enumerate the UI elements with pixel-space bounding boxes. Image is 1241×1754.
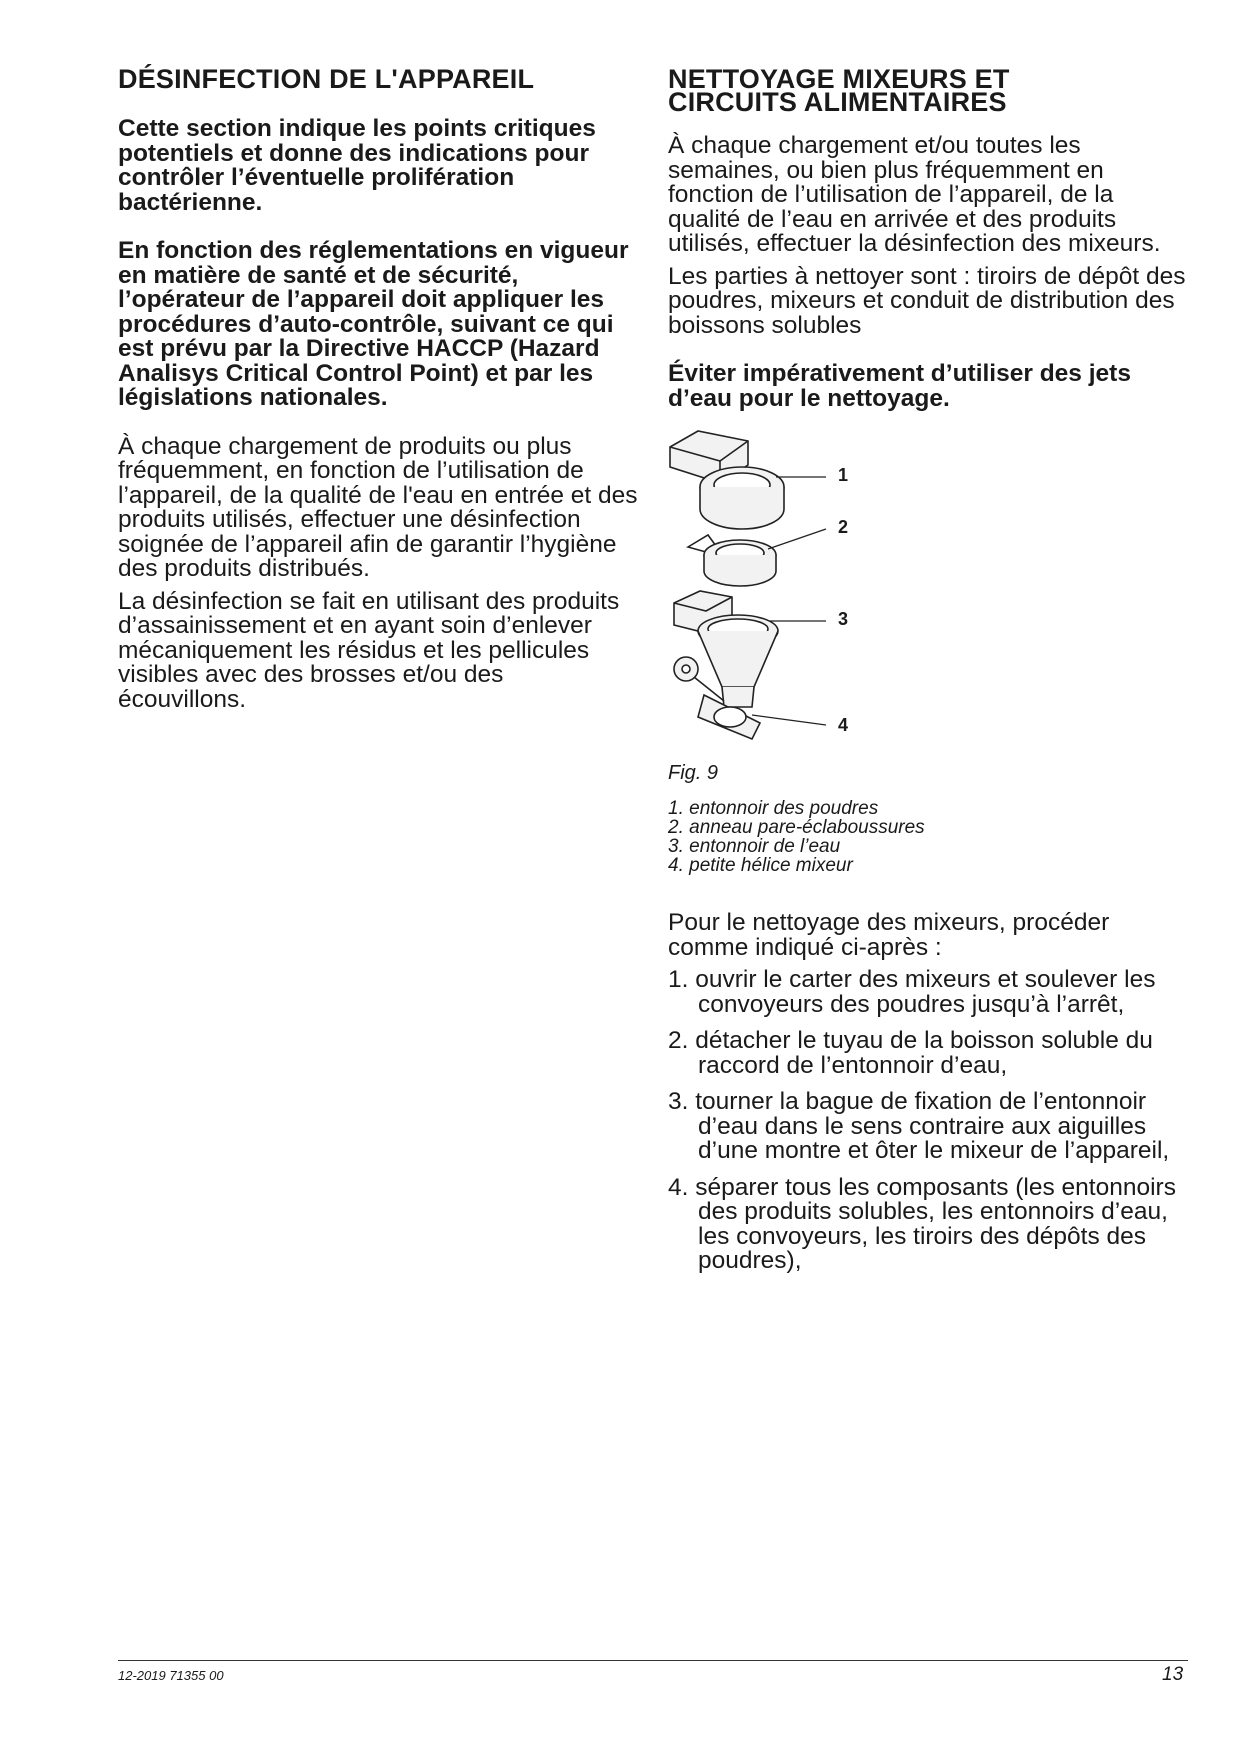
figure-label-3: 3: [838, 609, 849, 629]
procedure-steps: [668, 968, 1188, 1274]
left-column: [118, 64, 638, 713]
disinfection-paragraph: À chaque chargement de produits ou plus fréquemment, en fonction de l’utilisation de l’appareil, de la qualité de l'eau en entrée et des produits utilisés, effectuer une désinfection soignée de l’appareil afin de garantir l’hygiène des produits distribués.: [118, 432, 638, 582]
figure-label-1: 1: [838, 465, 849, 485]
title-line-2: CIRCUITS ALIMENTAIRES: [668, 87, 1007, 117]
haccp-bold-paragraph: En fonction des réglementations en vigueur en matière de santé et de sécurité, l’opérateur de l’appareil doit appliquer les procédures d’auto-contrôle, suivant ce qui est prévu par la Directive HACCP (Hazard Analisys Critical Control Point) et par les législations nationales.: [118, 237, 629, 411]
legend-item: 3. entonnoir de l’eau: [668, 836, 841, 857]
weekly-cleaning-paragraph: À chaque chargement et/ou toutes les semaines, ou bien plus fréquemment en fonction de l’utilisation de l’appareil, de la qualité de l’eau en arrivée et des produits utilisés, effectuer la désinfection des mixeurs.: [668, 132, 1161, 257]
figure-label-4: 4: [838, 715, 849, 735]
procedure-step: 2. détacher le tuyau de la boisson soluble du raccord de l’entonnoir d’eau,: [668, 1027, 1153, 1079]
mixer-drawing: [668, 425, 908, 775]
parts-to-clean-paragraph: Les parties à nettoyer sont : tiroirs de dépôt des poudres, mixeurs et conduit de distribution des boissons solubles: [668, 262, 1186, 339]
section-title-disinfection: DÉSINFECTION DE L'APPAREIL: [118, 64, 535, 94]
right-column: [668, 64, 1188, 1286]
figure-label-2: 2: [838, 517, 849, 537]
mixer-exploded-diagram: [668, 425, 908, 775]
procedure-step: 1. ouvrir le carter des mixeurs et soulever les convoyeurs des poudres jusqu’à l’arrêt,: [668, 966, 1156, 1018]
legend-item: 2. anneau pare-éclaboussures: [668, 817, 925, 838]
section-title-mixer-cleaning: [668, 64, 1188, 117]
figure-legend: [668, 799, 1188, 875]
page-number: 13: [1162, 1664, 1184, 1685]
legend-item: 4. petite hélice mixeur: [668, 855, 853, 876]
procedure-step: 3. tourner la bague de fixation de l’entonnoir d’eau dans le sens contraire aux aiguilles d’une montre et ôter le mixeur de l’appareil,: [668, 1088, 1170, 1164]
document-code: 12-2019 71355 00: [118, 1668, 224, 1683]
sanitizing-paragraph: La désinfection se fait en utilisant des produits d’assainissement et en ayant soin d’enlever mécaniquement les résidus et les pellicules visibles avec des brosses et/ou des écouvillons.: [118, 587, 620, 713]
figure-caption: Fig. 9: [668, 762, 719, 784]
procedure-intro: Pour le nettoyage des mixeurs, procéder comme indiqué ci-après :: [668, 909, 1110, 961]
footer-divider: [118, 1660, 1188, 1661]
water-jet-warning: Éviter impérativement d’utiliser des jets d’eau pour le nettoyage.: [668, 360, 1131, 412]
legend-item: 1. entonnoir des poudres: [668, 798, 879, 819]
title-line-1: NETTOYAGE MIXEURS ET: [668, 64, 1010, 94]
procedure-step: 4. séparer tous les composants (les entonnoirs des produits solubles, les entonnoirs d’eau, les convoyeurs, les tiroirs des dépôts des poudres),: [668, 1173, 1176, 1274]
intro-bold-paragraph: Cette section indique les points critiques potentiels et donne des indications pour contrôler l’éventuelle prolifération bactérienne.: [118, 115, 596, 216]
